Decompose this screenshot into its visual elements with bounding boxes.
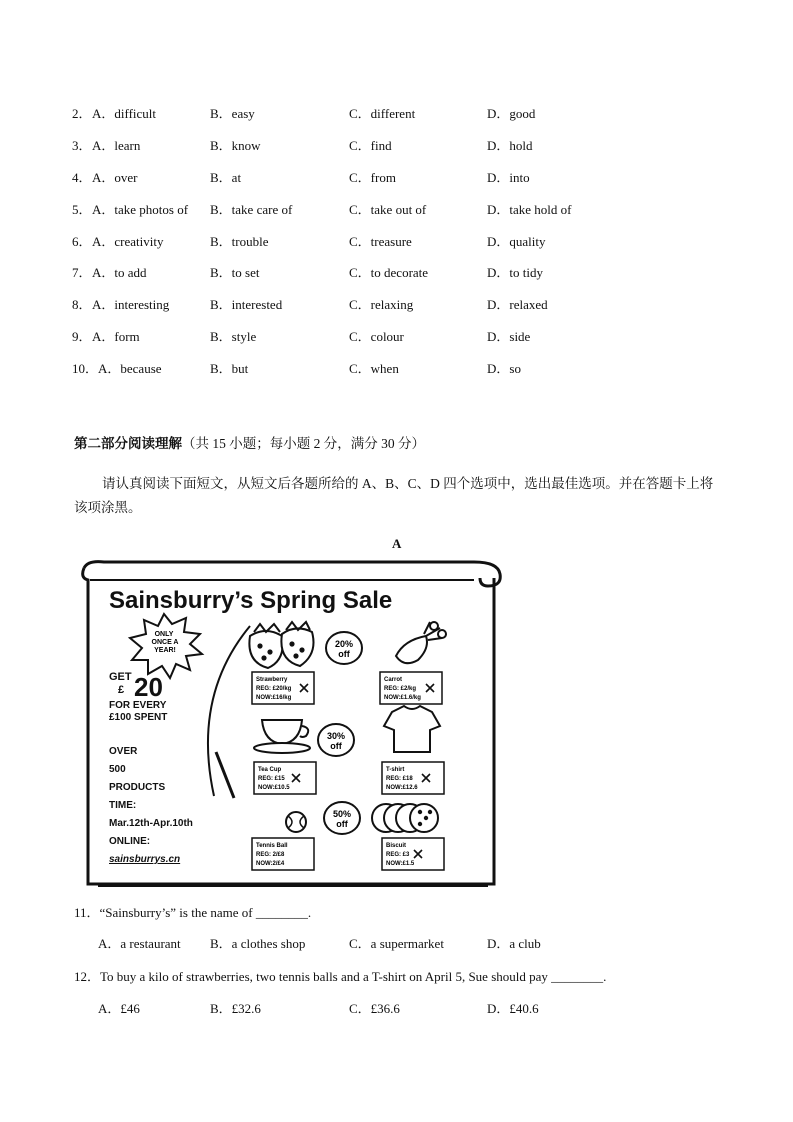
price-tag-carrot xyxy=(380,672,442,704)
question-11-stem: 11．“Sainsburry’s” is the name of ________. xyxy=(74,905,312,920)
discount-30: 30% xyxy=(326,731,346,741)
discount-badge-20 xyxy=(326,632,362,664)
option-c: C．treasure xyxy=(349,234,412,249)
question-12-stem: 12．To buy a kilo of strawberries, two tennis balls and a T-shirt on April 5, Sue should pay ________. xyxy=(74,969,607,984)
offer-currency: £ xyxy=(118,684,125,696)
option-d: D．take hold of xyxy=(487,202,572,217)
option-d: D．side xyxy=(487,329,531,344)
product-now: NOW:2/£4 xyxy=(256,861,285,867)
question-row-9 xyxy=(0,326,793,346)
product-now: NOW:£10.5 xyxy=(258,785,290,791)
option-a: A．form xyxy=(92,329,140,344)
option-b: B．at xyxy=(210,170,242,185)
question-number: 8． xyxy=(72,297,92,312)
option-d: D．quality xyxy=(487,234,546,249)
discount-50: 50% xyxy=(332,809,352,819)
option-d: D．relaxed xyxy=(487,297,548,312)
question-number: 4． xyxy=(72,170,92,185)
question-row-2 xyxy=(0,103,793,123)
product-reg: REG: £20/kg xyxy=(256,686,292,692)
option-b: B．easy xyxy=(210,106,255,121)
option-a: A．over xyxy=(92,170,138,185)
discount-20-off: off xyxy=(338,649,350,659)
question-row-6 xyxy=(0,231,793,251)
option-c: C．relaxing xyxy=(349,297,414,312)
option-b: B．but xyxy=(210,361,249,376)
option-a: A．to add xyxy=(92,265,147,280)
option-c: C．take out of xyxy=(349,202,427,217)
price-tag-t-shirt xyxy=(382,762,444,794)
discount-30-off: off xyxy=(330,741,342,751)
option-a: A．difficult xyxy=(92,106,157,121)
question-number: 10． xyxy=(72,361,99,376)
option-a: A．learn xyxy=(92,138,141,153)
offer-line-2: FOR EVERY xyxy=(109,700,167,711)
price-tag-strawberry xyxy=(252,672,314,704)
tennis-ball-icon xyxy=(286,812,306,832)
option-c: C．from xyxy=(349,170,396,185)
option-a: A．because xyxy=(98,361,162,376)
question-11-options xyxy=(0,933,793,953)
option-c: C．different xyxy=(349,106,416,121)
section-heading xyxy=(74,432,425,452)
question-row-8 xyxy=(0,294,793,314)
product-now: NOW:£16/kg xyxy=(256,695,292,701)
product-name: Strawberry xyxy=(256,677,288,683)
question-number: 7． xyxy=(72,265,92,280)
product-reg: REG: 2/£8 xyxy=(256,852,285,858)
t-shirt-icon xyxy=(384,706,440,752)
starburst-line-1: ONLY xyxy=(154,631,174,638)
question-number: 6． xyxy=(72,234,92,249)
option-d: D．a club xyxy=(487,936,541,951)
section-subtitle: （共 15 小题；每小题 2 分，满分 30 分） xyxy=(182,436,425,451)
poster-title: Sainsburry’s Spring Sale xyxy=(109,587,393,614)
option-a: A．interesting xyxy=(92,297,170,312)
divider-curve xyxy=(208,626,250,796)
info-over: OVER xyxy=(109,746,138,757)
carrot-icon xyxy=(396,622,446,663)
option-b: B．£32.6 xyxy=(210,1001,261,1016)
price-tag-biscuit xyxy=(382,838,444,870)
price-tag-tennis-ball xyxy=(252,838,314,870)
option-b: B．take care of xyxy=(210,202,293,217)
section-title: 第二部分阅读理解 xyxy=(74,436,182,451)
question-number: 3． xyxy=(72,138,92,153)
question-number: 5． xyxy=(72,202,92,217)
option-c: C．a supermarket xyxy=(349,936,444,951)
option-b: B．style xyxy=(210,329,257,344)
option-c: C．£36.6 xyxy=(349,1001,400,1016)
question-number: 2． xyxy=(72,106,92,121)
option-c: C．find xyxy=(349,138,392,153)
product-name: Carrot xyxy=(384,677,403,683)
info-time-label: TIME: xyxy=(109,800,137,811)
price-tag-tea-cup xyxy=(254,762,316,794)
sale-poster xyxy=(74,556,504,888)
product-name: T-shirt xyxy=(386,767,405,773)
product-name: Biscuit xyxy=(386,843,407,849)
option-d: D．£40.6 xyxy=(487,1001,539,1016)
option-d: D．so xyxy=(487,361,521,376)
option-d: D．to tidy xyxy=(487,265,543,280)
product-now: NOW:£1.6/kg xyxy=(384,695,421,701)
question-row-3 xyxy=(0,135,793,155)
question-row-10 xyxy=(0,358,793,378)
info-online-value: sainsburrys.cn xyxy=(109,854,181,865)
product-reg: REG: £2/kg xyxy=(384,686,417,692)
starburst-line-3: YEAR! xyxy=(154,647,176,654)
product-name: Tennis Ball xyxy=(256,843,288,849)
option-a: A．take photos of xyxy=(92,202,189,217)
offer-get: GET xyxy=(109,671,132,683)
question-row-5 xyxy=(0,199,793,219)
option-a: A．a restaurant xyxy=(98,936,181,951)
info-block xyxy=(109,746,193,865)
tea-cup-icon xyxy=(254,720,310,753)
option-d: D．into xyxy=(487,170,530,185)
product-reg: REG: £15 xyxy=(258,776,285,782)
info-online-label: ONLINE: xyxy=(109,836,151,847)
option-b: B．trouble xyxy=(210,234,269,249)
offer-block xyxy=(109,671,167,723)
info-time-value: Mar.12th-Apr.10th xyxy=(109,818,193,829)
info-products: PRODUCTS xyxy=(109,782,166,793)
product-now: NOW:£12.6 xyxy=(386,785,418,791)
question-number: 9． xyxy=(72,329,92,344)
option-b: B．a clothes shop xyxy=(210,936,306,951)
starburst-line-2: ONCE A xyxy=(151,639,179,646)
discount-20: 20% xyxy=(334,639,354,649)
question-12-options xyxy=(0,998,793,1018)
option-c: C．colour xyxy=(349,329,404,344)
product-name: Tea Cup xyxy=(258,767,282,773)
offer-line-3: £100 SPENT xyxy=(109,712,168,723)
discount-badge-50 xyxy=(324,802,360,834)
option-b: B．to set xyxy=(210,265,260,280)
option-d: D．good xyxy=(487,106,536,121)
passage-label: A xyxy=(392,536,402,551)
section-instruction: 请认真阅读下面短文，从短文后各题所给的 A、B、C、D 四个选项中，选出最佳选项。并在答题卡上将该项涂黑。 xyxy=(74,476,714,515)
strawberry-icon xyxy=(249,622,313,668)
option-b: B．know xyxy=(210,138,261,153)
option-d: D．hold xyxy=(487,138,533,153)
question-row-7 xyxy=(0,262,793,282)
option-a: A．creativity xyxy=(92,234,164,249)
offer-amount: 20 xyxy=(134,672,163,702)
question-row-4 xyxy=(0,167,793,187)
product-reg: REG: £3 xyxy=(386,852,410,858)
option-a: A．£46 xyxy=(98,1001,140,1016)
discount-badge-30 xyxy=(318,724,354,756)
product-now: NOW:£1.5 xyxy=(386,861,415,867)
option-c: C．when xyxy=(349,361,399,376)
product-reg: REG: £18 xyxy=(386,776,413,782)
starburst-badge xyxy=(130,614,202,678)
biscuit-icon xyxy=(372,804,438,832)
option-b: B．interested xyxy=(210,297,283,312)
option-c: C．to decorate xyxy=(349,265,429,280)
info-500: 500 xyxy=(109,764,126,775)
discount-50-off: off xyxy=(336,819,348,829)
